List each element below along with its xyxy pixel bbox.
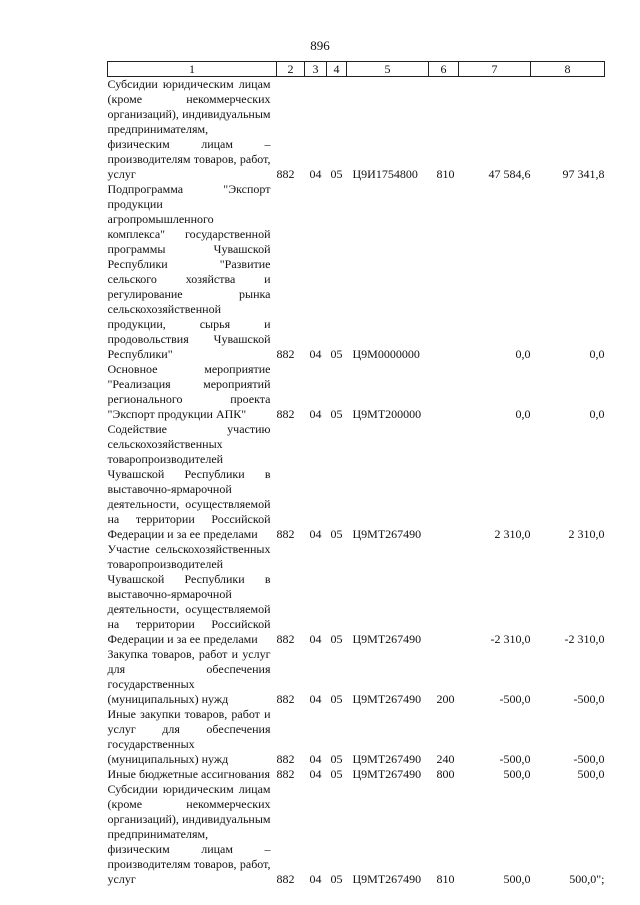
table-row <box>108 647 605 707</box>
row-target-article: Ц9И1754800 <box>352 167 418 181</box>
header-cell: 4 <box>327 62 347 77</box>
row-description: Закупка товаров, работ и услуг для обеспечения государственных (муниципальных) нужд <box>107 647 271 706</box>
row-amount-col7: 500,0 <box>503 767 531 781</box>
row-expense-type: 200 <box>436 692 455 706</box>
row-amount-col8: -500,0 <box>573 692 605 706</box>
row-amount-col7: -500,0 <box>499 692 531 706</box>
row-ministry-code: 882 <box>276 527 295 541</box>
row-amount-col7: 500,0 <box>503 872 531 886</box>
row-section-code: 04 <box>309 767 322 781</box>
row-subsection-code: 05 <box>330 347 343 361</box>
row-amount-col8: 500,0"; <box>569 872 605 886</box>
row-section-code: 04 <box>309 692 322 706</box>
row-description: Субсидии юридическим лицам (кроме некоммерческих организаций), индивидуальным предпринимателям, физическим лицам – производителям товаров, работ, услуг <box>107 782 271 886</box>
row-target-article: Ц9МТ267490 <box>352 752 422 766</box>
header-cell: 8 <box>531 62 605 77</box>
row-amount-col8: -500,0 <box>573 752 605 766</box>
header-cell: 3 <box>305 62 327 77</box>
header-cell: 7 <box>459 62 531 77</box>
row-description: Содействие участию сельскохозяйственных товаропроизводителей Чувашской Республики в выставочно-ярмарочной деятельности, осуществляемой на территории Российской Федерации и за ее пределами <box>107 422 271 541</box>
row-amount-col8: 0,0 <box>589 347 605 361</box>
table-header <box>108 62 605 77</box>
row-section-code: 04 <box>309 167 322 181</box>
row-amount-col8: 2 310,0 <box>568 527 605 541</box>
row-amount-col7: 0,0 <box>515 407 531 421</box>
row-target-article: Ц9М0000000 <box>352 347 420 361</box>
row-expense-type <box>429 542 459 647</box>
row-amount-col7: 0,0 <box>515 347 531 361</box>
table-row <box>108 782 605 887</box>
row-expense-type: 800 <box>436 767 455 781</box>
header-row <box>108 62 605 77</box>
row-subsection-code: 05 <box>330 692 343 706</box>
row-ministry-code: 882 <box>276 347 295 361</box>
row-section-code: 04 <box>309 752 322 766</box>
row-expense-type <box>429 362 459 422</box>
row-description: Иные закупки товаров, работ и услуг для обеспечения государственных (муниципальных) нужд <box>107 707 271 766</box>
row-section-code: 04 <box>309 407 322 421</box>
row-subsection-code: 05 <box>330 632 343 646</box>
row-expense-type: 810 <box>436 167 455 181</box>
table-row <box>108 77 605 183</box>
table-row <box>108 767 605 782</box>
row-description: Иные бюджетные ассигнования <box>107 767 270 781</box>
row-section-code: 04 <box>309 347 322 361</box>
row-subsection-code: 05 <box>330 167 343 181</box>
row-expense-type <box>429 422 459 542</box>
row-amount-col8: -2 310,0 <box>564 632 605 646</box>
budget-table <box>107 61 605 887</box>
row-description: Основное мероприятие "Реализация мероприятий регионального проекта "Экспорт продукции АПК" <box>107 362 271 421</box>
row-amount-col7: 2 310,0 <box>494 527 531 541</box>
row-ministry-code: 882 <box>276 692 295 706</box>
row-description: Участие сельскохозяйственных товаропроизводителей Чувашской Республики в выставочно-ярмарочной деятельности, осуществляемой на территории Российской Федерации и за ее пределами <box>107 542 271 646</box>
table-row <box>108 182 605 362</box>
row-section-code: 04 <box>309 527 322 541</box>
header-cell: 6 <box>429 62 459 77</box>
row-subsection-code: 05 <box>330 752 343 766</box>
row-amount-col8: 0,0 <box>589 407 605 421</box>
table-row <box>108 542 605 647</box>
table-row <box>108 707 605 767</box>
row-section-code: 04 <box>309 872 322 886</box>
row-amount-col8: 500,0 <box>577 767 605 781</box>
row-amount-col8: 97 341,8 <box>562 167 605 181</box>
page-number: 896 <box>310 38 330 53</box>
row-subsection-code: 05 <box>330 407 343 421</box>
row-target-article: Ц9МТ267490 <box>352 767 422 781</box>
row-subsection-code: 05 <box>330 527 343 541</box>
row-expense-type: 810 <box>436 872 455 886</box>
row-amount-col7: -500,0 <box>499 752 531 766</box>
header-cell: 2 <box>277 62 305 77</box>
table-body <box>108 77 605 888</box>
row-ministry-code: 882 <box>276 632 295 646</box>
row-target-article: Ц9МТ267490 <box>352 527 422 541</box>
row-ministry-code: 882 <box>276 167 295 181</box>
header-cell: 5 <box>347 62 429 77</box>
row-expense-type <box>429 182 459 362</box>
row-ministry-code: 882 <box>276 872 295 886</box>
row-description: Подпрограмма "Экспорт продукции агропромышленного комплекса" государственной программы Чувашской Республики "Развитие сельского хозяйства и регулирование рынка сельскохозяйственной продукции, сырья и продовольствия Чувашской Республики" <box>107 182 271 361</box>
table-row <box>108 362 605 422</box>
row-ministry-code: 882 <box>276 752 295 766</box>
header-cell: 1 <box>108 62 277 77</box>
row-target-article: Ц9МТ267490 <box>352 632 422 646</box>
row-ministry-code: 882 <box>276 407 295 421</box>
row-ministry-code: 882 <box>276 767 295 781</box>
row-section-code: 04 <box>309 632 322 646</box>
row-subsection-code: 05 <box>330 872 343 886</box>
row-target-article: Ц9МТ267490 <box>352 692 422 706</box>
row-target-article: Ц9МТ200000 <box>352 407 422 421</box>
row-target-article: Ц9МТ267490 <box>352 872 422 886</box>
row-expense-type: 240 <box>436 752 455 766</box>
row-amount-col7: -2 310,0 <box>490 632 531 646</box>
table-row <box>108 422 605 542</box>
row-subsection-code: 05 <box>330 767 343 781</box>
row-amount-col7: 47 584,6 <box>488 167 531 181</box>
row-description: Субсидии юридическим лицам (кроме некоммерческих организаций), индивидуальным предпринимателям, физическим лицам – производителям товаров, работ, услуг <box>107 77 271 181</box>
